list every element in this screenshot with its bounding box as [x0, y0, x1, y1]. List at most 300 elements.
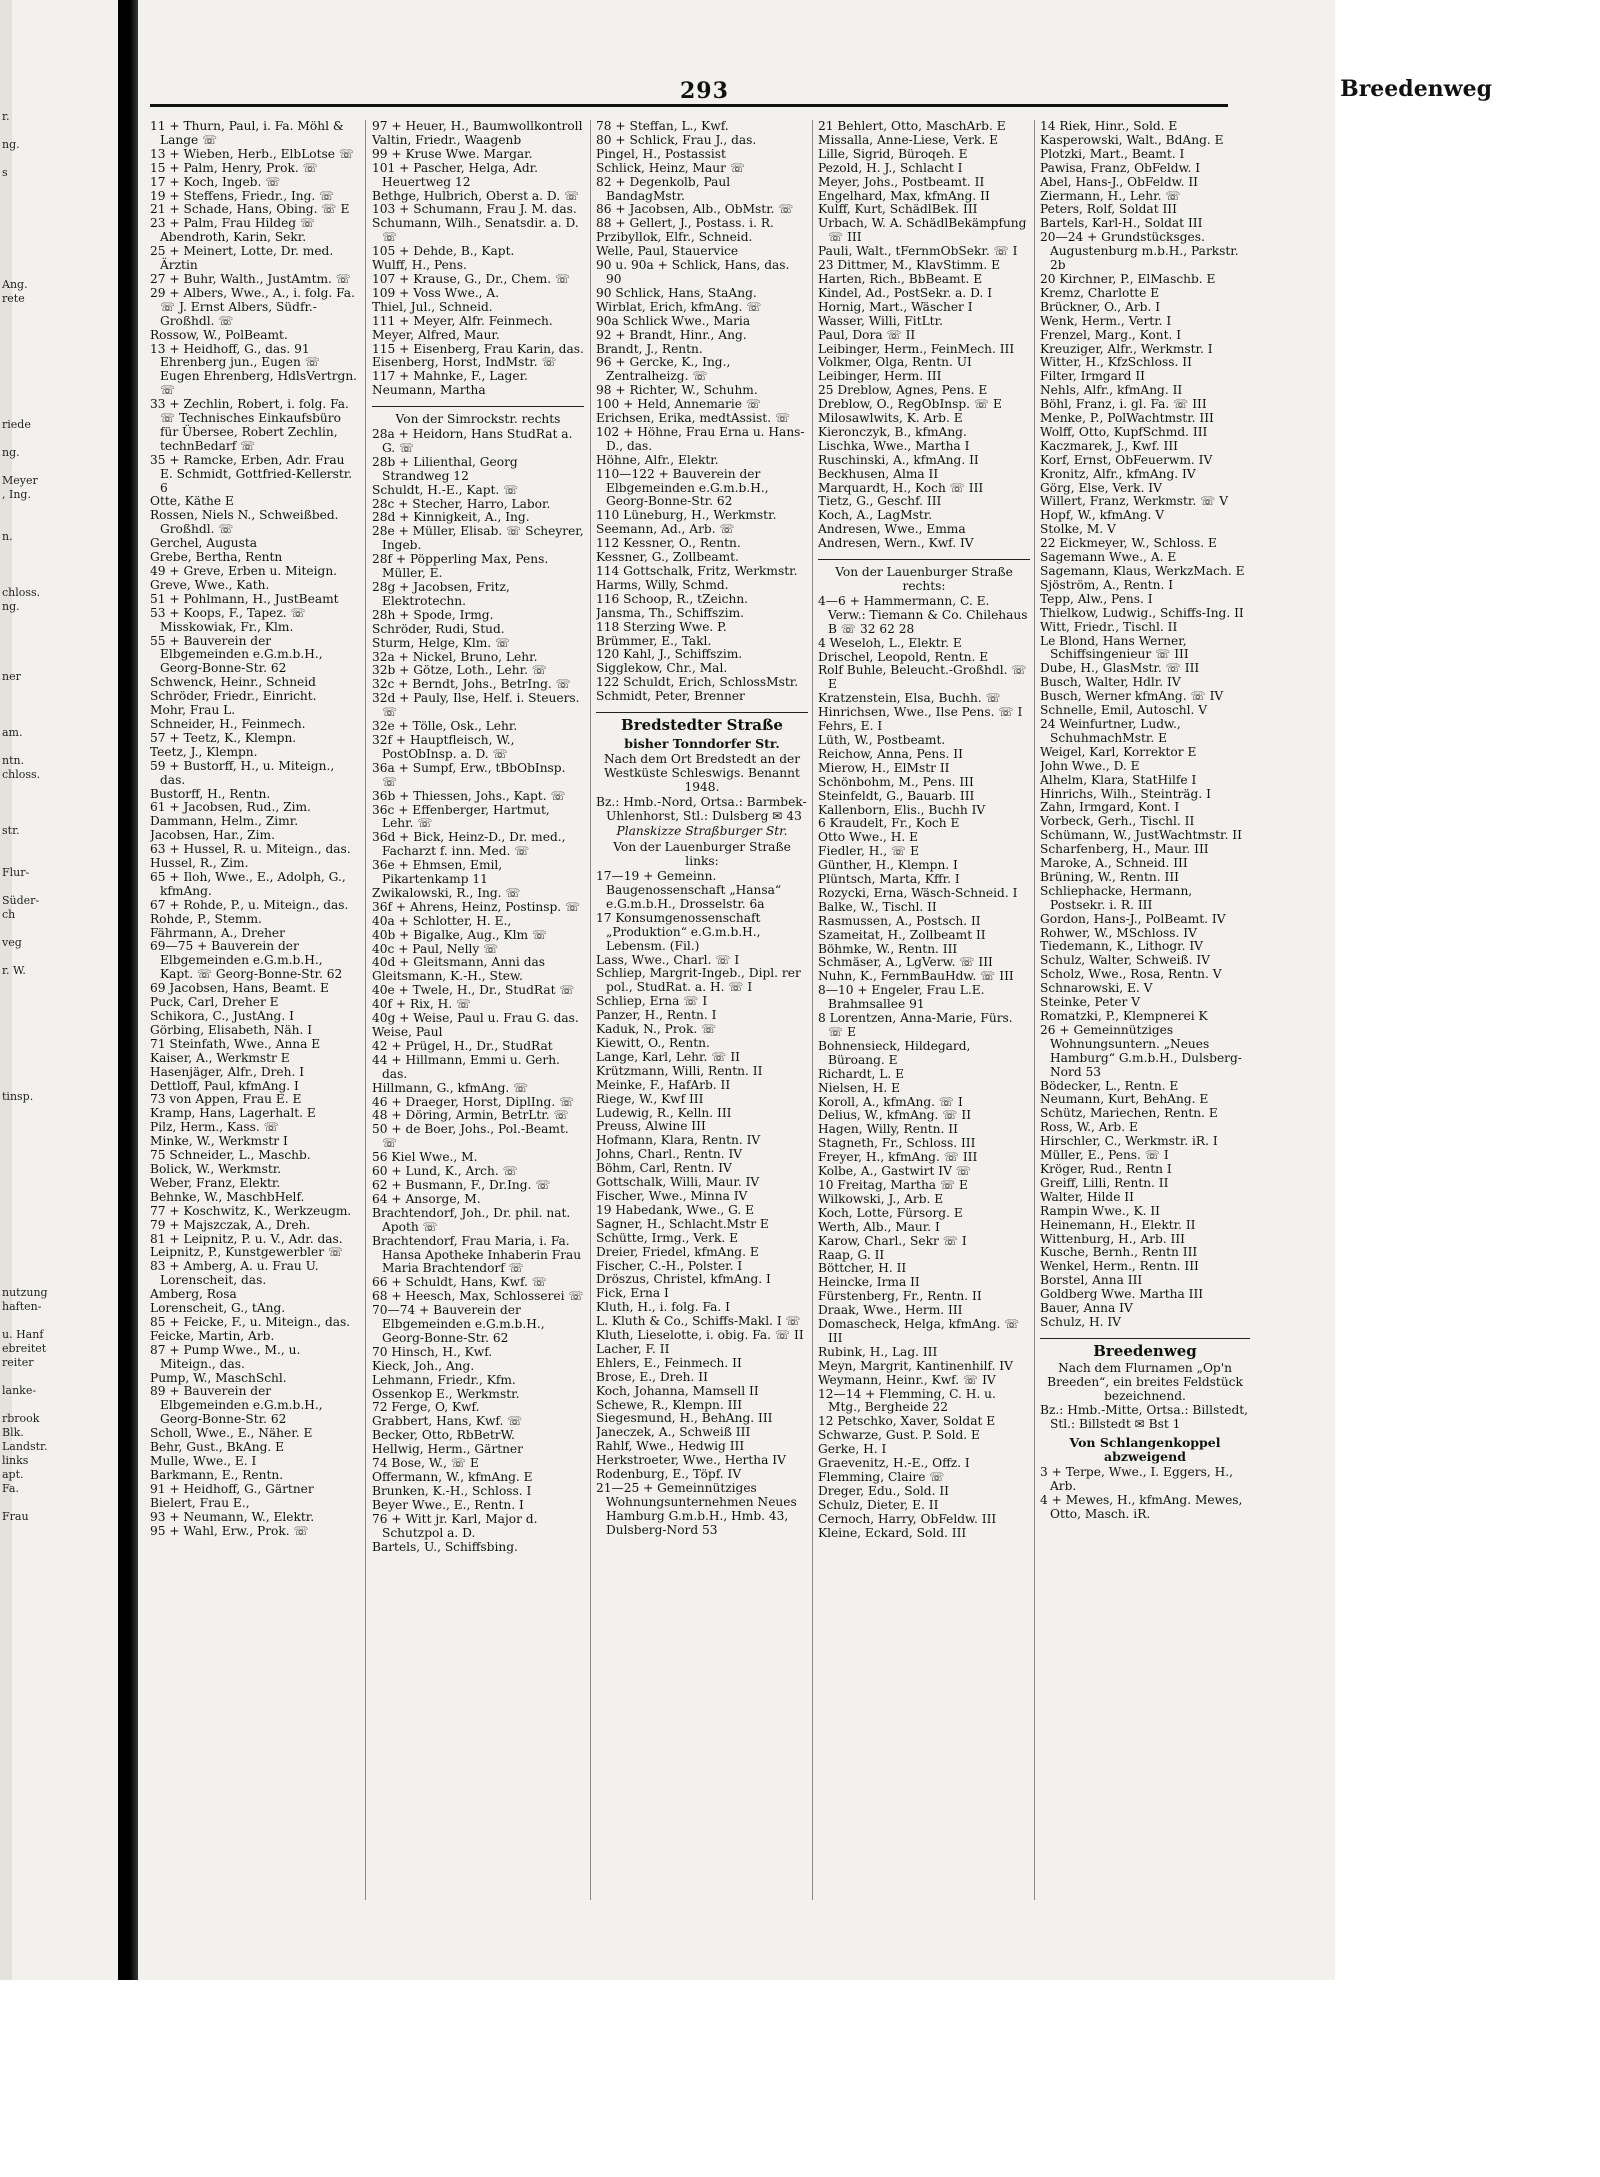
directory-entry: 28e + Müller, Elisab. ☏ Scheyrer, Ingeb. [372, 524, 584, 553]
directory-entry: Lille, Sigrid, Büroqeh. E [818, 146, 968, 161]
directory-entry: 83 + Amberg, A. u. Frau U. Lorenscheit, das. [150, 1259, 319, 1288]
directory-entry: Panzer, H., Rentn. I [596, 1008, 717, 1023]
directory-entry: Draak, Wwe., Herm. III [818, 1303, 963, 1318]
directory-entry: Werth, Alb., Maur. I [818, 1219, 940, 1234]
directory-entry: Karow, Charl., Sekr ☏ I [818, 1233, 967, 1248]
directory-entry: Fürstenberg, Fr., Rentn. II [818, 1289, 982, 1304]
directory-entry: 15 + Palm, Henry, Prok. ☏ [150, 160, 318, 175]
directory-entry: 111 + Meyer, Alfr. Feinmech. [372, 313, 553, 328]
directory-entry: 42 + Prügel, H., Dr., StudRat [372, 1038, 553, 1053]
directory-entry: Plüntsch, Marta, Kffr. I [818, 872, 960, 887]
directory-entry: Pump, W., MaschSchl. [150, 1370, 287, 1385]
directory-entry: Rohde, P., Stemm. [150, 911, 262, 926]
directory-entry: Schuldt, H.-E., Kapt. ☏ [372, 482, 519, 497]
binding-gutter [118, 0, 138, 1980]
directory-entry: 28f + Pöpperling Max, Pens. Müller, E. [372, 552, 549, 581]
directory-entry: Maroke, A., Schneid. III [1040, 856, 1188, 871]
directory-entry: Kallenborn, Elis., Buchh IV [818, 802, 986, 817]
fragment-line: str. [2, 824, 20, 837]
directory-entry: 10 Freitag, Martha ☏ E [818, 1177, 968, 1192]
directory-entry: 32a + Nickel, Bruno, Lehr. [372, 649, 538, 664]
directory-entry: 49 + Greve, Erben u. Miteign. [150, 564, 338, 578]
fragment-line [2, 1230, 114, 1244]
fragment-line: nutzung [2, 1286, 48, 1299]
directory-entry: Otto Wwe., H. E [818, 830, 919, 845]
directory-entry: Busch, Werner kfmAng. ☏ IV [1040, 689, 1224, 704]
directory-entry: 112 Kessner, O., Rentn. [596, 536, 741, 551]
directory-entry: Rossow, W., PolBeamt. [150, 327, 288, 342]
fragment-line [2, 838, 114, 852]
fragment-line [2, 992, 114, 1006]
directory-entry: Dettloff, Paul, kfmAng. I [150, 1078, 299, 1093]
directory-entry: Görg, Else, Verk. IV [1040, 480, 1162, 495]
street-heading: Bredstedter Straße [621, 716, 783, 735]
fragment-line: ng. [2, 600, 20, 613]
directory-entry: 17 Konsumgenossenschaft „Produktion“ e.G.m.b.H., Lebensm. (Fil.) [596, 910, 761, 953]
fragment-line [2, 320, 114, 334]
fragment-line [2, 306, 114, 320]
directory-entry: Grabbert, Hans, Kwf. ☏ [372, 1414, 523, 1429]
directory-entry: Abel, Hans-J., ObFeldw. II [1040, 174, 1198, 189]
directory-entry: Pawisa, Franz, ObFeldw. I [1040, 160, 1201, 175]
directory-entry: Meyer, Alfred, Maur. [372, 327, 500, 342]
directory-entry: Schümann, W., JustWachtmstr. II [1040, 828, 1242, 843]
fragment-line: s [2, 166, 8, 179]
directory-entry: 98 + Richter, W., Schuhm. [596, 383, 758, 398]
directory-entry: Ruschinski, A., kfmAng. II [818, 452, 979, 467]
directory-entry: Greve, Wwe., Kath. [150, 577, 270, 592]
directory-entry: 103 + Schumann, Frau J. M. das. [372, 202, 577, 217]
directory-entry: Kessner, G., Zollbeamt. [596, 550, 739, 565]
directory-entry: Wenk, Herm., Vertr. I [1040, 313, 1172, 328]
directory-entry: 70—74 + Bauverein der Elbgemeinden e.G.m.b.H., Georg-Bonne-Str. 62 [372, 1303, 545, 1345]
directory-entry: Schmäser, A., LgVerw. ☏ III [818, 955, 993, 970]
directory-entry: Leibinger, Herm. III [818, 369, 942, 384]
directory-entry: 23 Dittmer, M., KlavStimm. E [818, 258, 1001, 273]
directory-entry: 13 + Wieben, Herb., ElbLotse ☏ [150, 146, 355, 161]
directory-entry: Mulle, Wwe., E. I [150, 1454, 257, 1468]
directory-entry: 73 von Appen, Frau E. E [150, 1092, 302, 1107]
directory-entry: 12—14 + Flemming, C. H. u. Mtg., Bergheide 22 [818, 1386, 996, 1415]
directory-entry: Kusche, Bernh., Rentn III [1040, 1245, 1198, 1260]
directory-entry: Kremz, Charlotte E [1040, 285, 1160, 300]
directory-entry: Schliep, Margrit-Ingeb., Dipl. rer pol., StudRat. a. H. ☏ I [596, 966, 801, 995]
directory-entry: 97 + Heuer, H., Baumwollkontroll [372, 120, 583, 133]
fragment-line: ng. [2, 138, 20, 151]
fragment-line [2, 740, 114, 754]
directory-entry: 89 + Bauverein der Elbgemeinden e.G.m.b.H., Georg-Bonne-Str. 62 [150, 1384, 323, 1427]
directory-entry: 28d + Kinnigkeit, A., Ing. [372, 510, 530, 525]
fragment-line: r. W. [2, 964, 26, 977]
directory-entry: Fiedler, H., ☏ E [818, 844, 919, 859]
directory-entry: 48 + Döring, Armin, BetrLtr. ☏ [372, 1108, 569, 1123]
directory-entry: Böhm, Carl, Rentn. IV [596, 1161, 732, 1176]
plan-reference: Planskizze Straßburger Str. [616, 824, 788, 839]
fragment-line: tinsp. [2, 1090, 34, 1103]
directory-entry: Steinfeldt, G., Bauarb. III [818, 788, 975, 803]
directory-entry: Offermann, W., kfmAng. E [372, 1470, 533, 1484]
directory-entry: Lass, Wwe., Charl. ☏ I [596, 952, 740, 967]
directory-entry: Gordon, Hans-J., PolBeamt. IV [1040, 911, 1226, 926]
directory-entry: 61 + Jacobsen, Rud., Zim. [150, 800, 311, 815]
directory-entry: Stagneth, Fr., Schloss. III [818, 1136, 976, 1151]
directory-entry: Siegesmund, H., BehAng. III [596, 1411, 773, 1426]
directory-entry: 86 + Jacobsen, Alb., ObMstr. ☏ [596, 202, 794, 217]
directory-entry: 88 + Gellert, J., Postass. i. R. [596, 216, 774, 231]
directory-entry: 74 Bose, W., ☏ E [372, 1456, 479, 1471]
directory-entry: Behr, Gust., BkAng. E [150, 1440, 285, 1455]
directory-entry: 51 + Pohlmann, H., JustBeamt [150, 591, 339, 606]
directory-entry: Schwarze, Gust. P. Sold. E [818, 1428, 980, 1443]
directory-entry: 76 + Witt jr. Karl, Major d. Schutzpol a. D. [372, 1511, 538, 1540]
directory-entry: Walter, Hilde II [1040, 1189, 1134, 1204]
column-2 [372, 120, 584, 1920]
directory-entry: Hagen, Willy, Rentn. II [818, 1122, 958, 1137]
directory-entry: 65 + Iloh, Wwe., E., Adolph, G., kfmAng. [150, 869, 346, 898]
directory-entry: 122 Schuldt, Erich, SchlossMstr. [596, 675, 799, 690]
fragment-line: rete [2, 292, 25, 305]
directory-entry: Leipnitz, P., Kunstgewerbler ☏ [150, 1245, 344, 1260]
fragment-line [2, 236, 114, 250]
directory-entry: 63 + Hussel, R. u. Miteign., das. [150, 842, 351, 857]
directory-entry: 40f + Rix, H. ☏ [372, 997, 472, 1012]
directory-entry: 118 Sterzing Wwe. P. [596, 619, 727, 634]
directory-entry: Rolf Buhle, Beleucht.-Großhdl. ☏ E [818, 663, 1027, 692]
fragment-line [2, 782, 114, 796]
directory-entry: 77 + Koschwitz, K., Werkzeugm. [150, 1203, 352, 1218]
fragment-line: ntn. [2, 754, 25, 767]
directory-entry: Graevenitz, H.-E., Offz. I [818, 1456, 970, 1471]
directory-entry: Otte, Käthe E [150, 494, 234, 509]
directory-entry: Kramp, Hans, Lagerhalt. E [150, 1106, 316, 1121]
directory-entry: 27 + Buhr, Walth., JustAmtm. ☏ [150, 271, 352, 286]
fragment-line: Fa. [2, 1482, 19, 1495]
directory-entry: 21 Behlert, Otto, MaschArb. E [818, 120, 1006, 133]
directory-entry: Pilz, Herm., Kass. ☏ [150, 1120, 279, 1135]
directory-entry: Volkmer, Olga, Rentn. UI [818, 355, 972, 370]
directory-entry: 23 + Palm, Frau Hildeg ☏ Abendroth, Karin, Sekr. [150, 216, 316, 245]
directory-entry: 64 + Ansorge, M. [372, 1191, 481, 1206]
directory-entry: Urbach, W. A. SchädlBekämpfung ☏ III [818, 216, 1027, 245]
directory-entry: Peters, Rolf, Soldat III [1040, 202, 1177, 217]
directory-entry: Korf, Ernst, ObFeuerwm. IV [1040, 452, 1213, 467]
directory-entry: Zwikalowski, R., Ing. ☏ [372, 885, 521, 900]
directory-entry: 120 Kahl, J., Schiffszim. [596, 647, 743, 662]
section-rule [1040, 1338, 1250, 1339]
directory-entry: Heinemann, H., Elektr. II [1040, 1217, 1196, 1232]
directory-entry: Kluth, H., i. folg. Fa. I [596, 1300, 730, 1315]
directory-entry: 109 + Voss Wwe., A. [372, 285, 500, 300]
fragment-line [2, 1118, 114, 1132]
fragment-line [2, 404, 114, 418]
column-5 [1040, 120, 1250, 1920]
fragment-line [2, 362, 114, 376]
fragment-line [2, 950, 114, 964]
directory-entry: Lorenscheit, G., tAng. [150, 1301, 286, 1316]
directory-entry: Bohnensieck, Hildegard, Büroang. E [818, 1038, 971, 1067]
directory-entry: Preuss, Alwine III [596, 1119, 706, 1134]
directory-entry: Engelhard, Max, kfmAng. II [818, 188, 990, 203]
directory-entry: Reichow, Anna, Pens. II [818, 746, 963, 761]
directory-entry: Koroll, A., kfmAng. ☏ I [818, 1094, 963, 1109]
directory-entry: Schönbohm, M., Pens. III [818, 774, 974, 789]
directory-entry: Stolke, M. V [1040, 522, 1116, 537]
directory-entry: Fick, Erna I [596, 1286, 669, 1301]
directory-entry: 75 Schneider, L., Maschb. [150, 1148, 311, 1163]
directory-entry: Willert, Franz, Werkmstr. ☏ V [1040, 494, 1229, 509]
directory-entry: 93 + Neumann, W., Elektr. [150, 1509, 315, 1524]
fragment-line: Flur- [2, 866, 30, 879]
column-4 [818, 120, 1030, 1920]
directory-entry: 28h + Spode, Irmg. [372, 607, 494, 622]
directory-entry: 69—75 + Bauverein der Elbgemeinden e.G.m.b.H., Kapt. ☏ Georg-Bonne-Str. 62 [150, 939, 343, 982]
directory-entry: 12 Petschko, Xaver, Soldat E [818, 1414, 996, 1429]
directory-entry: Brachtendorf, Frau Maria, i. Fa. Hansa Apotheke Inhaberin Frau Maria Brachtendorf ☏ [372, 1233, 582, 1276]
directory-entry: Kindel, Ad., PostSekr. a. D. I [818, 285, 993, 300]
directory-entry: Höhne, Alfr., Elektr. [596, 452, 719, 467]
fragment-line: ner [2, 670, 21, 683]
fragment-line: lanke- [2, 1384, 37, 1397]
directory-entry: Schröder, Rudi, Stud. [372, 621, 505, 636]
directory-entry: 115 + Eisenberg, Frau Karin, das. [372, 341, 584, 356]
fragment-line [2, 628, 114, 642]
directory-entry: 107 + Krause, G., Dr., Chem. ☏ [372, 271, 571, 286]
directory-entry: Schneider, H., Feinmech. [150, 716, 306, 731]
directory-entry: Andresen, Wern., Kwf. IV [818, 536, 974, 551]
fragment-line [2, 1062, 114, 1076]
directory-entry: 25 Dreblow, Agnes, Pens. E [818, 383, 988, 398]
directory-entry: Dreier, Friedel, kfmAng. E [596, 1244, 759, 1259]
directory-entry: Koch, Johanna, Mamsell II [596, 1383, 759, 1398]
directory-entry: 117 + Mahnke, F., Lager. [372, 369, 528, 384]
directory-entry: 50 + de Boer, Johs., Pol.-Beamt. ☏ [372, 1122, 569, 1151]
directory-entry: Rasmussen, A., Postsch. II [818, 913, 981, 928]
directory-entry: Rossen, Niels N., Schweißbed. Großhdl. ☏ [150, 508, 339, 537]
directory-entry: Brümmer, E., Takl. [596, 633, 712, 648]
directory-entry: 79 + Majszczak, A., Dreh. [150, 1217, 311, 1232]
directory-entry: Grebe, Bertha, Rentn [150, 550, 283, 565]
directory-entry: 100 + Held, Annemarie ☏ [596, 397, 762, 412]
fragment-line [2, 880, 114, 894]
fragment-line [2, 1398, 114, 1412]
directory-entry: Harms, Willy, Schmd. [596, 577, 729, 592]
directory-entry: Bz.: Hmb.-Nord, Ortsa.: Barmbek-Uhlenhorst, Stl.: Dulsberg ✉ 43 [596, 794, 807, 823]
directory-entry: Nuhn, K., FernmBauHdw. ☏ III [818, 969, 1014, 984]
directory-entry: 56 Kiel Wwe., M. [372, 1150, 478, 1165]
directory-entry: Meyn, Margrit, Kantinenhilf. IV [818, 1358, 1013, 1373]
directory-entry: 3 + Terpe, Wwe., I. Eggers, H., Arb. [1040, 1465, 1233, 1493]
section-rule [818, 559, 1030, 560]
page-number: 293 [680, 78, 729, 104]
directory-entry: Weigel, Karl, Korrektor E [1040, 744, 1197, 759]
directory-entry: Wirblat, Erich, kfmAng. ☏ [596, 299, 762, 314]
fragment-line [2, 250, 114, 264]
directory-entry: Zahn, Irmgard, Kont. I [1040, 800, 1180, 815]
directory-entry: Johns, Charl., Rentn. IV [596, 1147, 743, 1162]
directory-entry: Milosawlwits, K. Arb. E [818, 411, 963, 426]
directory-entry: Bustorff, H., Rentn. [150, 786, 271, 801]
directory-entry: Schütz, Mariechen, Rentn. E [1040, 1106, 1218, 1121]
column-divider [590, 120, 591, 1900]
directory-entry: L. Kluth & Co., Schiffs-Makl. I ☏ [596, 1314, 801, 1329]
column-3 [596, 120, 808, 1920]
directory-entry: Vorbeck, Gerh., Tischl. II [1040, 814, 1195, 829]
directory-entry: Fischer, C.-H., Polster. I [596, 1258, 743, 1273]
directory-entry: Böhl, Franz, i. gl. Fa. ☏ III [1040, 397, 1207, 412]
directory-entry: 57 + Teetz, K., Klempn. [150, 730, 297, 745]
directory-entry: 28b + Lilienthal, Georg Strandweg 12 [372, 454, 518, 483]
directory-entry: Koch, A., LagMstr. [818, 508, 933, 523]
directory-entry: Bz.: Hmb.-Mitte, Ortsa.: Billstedt, Stl.: Billstedt ✉ Bst 1 [1040, 1403, 1249, 1432]
directory-entry: Barkmann, E., Rentn. [150, 1467, 284, 1482]
directory-entry: Dammann, Helm., Zimr. [150, 814, 299, 829]
fragment-line [2, 1202, 114, 1216]
fragment-line [2, 1132, 114, 1146]
fragment-line: Landstr. [2, 1440, 48, 1453]
directory-entry: 101 + Pascher, Helga, Adr. Heuertweg 12 [372, 160, 539, 189]
directory-entry: 32f + Hauptfleisch, W., PostObInsp. a. D. ☏ [372, 732, 515, 761]
directory-entry: Nehls, Alfr., kfmAng. II [1040, 383, 1183, 398]
fragment-line [2, 1034, 114, 1048]
street-note: Von der Lauenburger Straße rechts: [835, 565, 1013, 593]
street-heading: Breedenweg [1093, 1341, 1197, 1360]
directory-entry: Sturm, Helge, Klm. ☏ [372, 635, 511, 650]
fragment-line [2, 712, 114, 726]
directory-entry: Behnke, W., MaschbHelf. [150, 1189, 305, 1204]
directory-entry: 92 + Brandt, Hinr., Ang. [596, 327, 747, 342]
fragment-line: Meyer [2, 474, 38, 487]
directory-entry: 44 + Hillmann, Emmi u. Gerh. das. [372, 1052, 560, 1081]
directory-entry: Pingel, H., Postassist [596, 146, 726, 161]
directory-entry: Brose, E., Dreh. II [596, 1369, 708, 1384]
directory-entry: Riege, W., Kwf III [596, 1091, 704, 1106]
directory-entry: 32e + Tölle, Osk., Lehr. [372, 719, 518, 734]
street-note: Von der Simrockstr. rechts [395, 412, 561, 427]
directory-entry: Hopf, W., kfmAng. V [1040, 508, 1165, 523]
directory-entry: 21—25 + Gemeinnütziges Wohnungsunternehmen Neues Hamburg G.m.b.H., Hmb. 43, Dulsberg-Nord 53 [596, 1481, 797, 1537]
fragment-line [2, 376, 114, 390]
directory-entry: Minke, W., Werkmstr I [150, 1134, 288, 1149]
directory-entry: Flemming, Claire ☏ [818, 1470, 945, 1484]
directory-entry: Welle, Paul, Stauervice [596, 244, 739, 259]
directory-entry: Harten, Rich., BbBeamt. E [818, 271, 983, 286]
fragment-line [2, 502, 114, 516]
directory-entry: Schwenck, Heinr., Schneid [150, 675, 316, 690]
directory-entry: Alhelm, Klara, StatHilfe I [1040, 772, 1197, 787]
directory-entry: Schewe, R., Klempn. III [596, 1397, 743, 1412]
directory-entry: Dreblow, O., RegObInsp. ☏ E [818, 397, 1002, 412]
directory-entry: 69 Jacobsen, Hans, Beamt. E [150, 981, 329, 996]
directory-entry: 60 + Lund, K., Arch. ☏ [372, 1164, 518, 1179]
directory-entry: 13 + Heidhoff, G., das. 91 Ehrenberg jun., Eugen ☏ Eugen Ehrenberg, HdlsVertrgn. ☏ [150, 341, 358, 398]
directory-entry: 36b + Thiessen, Johs., Kapt. ☏ [372, 788, 566, 803]
fragment-line [2, 614, 114, 628]
directory-entry: Günther, H., Klempn. I [818, 858, 958, 873]
fragment-line: u. Hanf [2, 1328, 44, 1341]
directory-entry: 36f + Ahrens, Heinz, Postinsp. ☏ [372, 899, 581, 914]
directory-entry: John Wwe., D. E [1040, 758, 1140, 773]
directory-entry: Dreger, Edu., Sold. II [818, 1483, 949, 1498]
fragment-line [2, 124, 114, 138]
fragment-line: chloss. [2, 768, 41, 781]
directory-entry: 59 + Bustorff, H., u. Miteign., das. [150, 758, 335, 787]
directory-entry: Wasser, Willi, FitLtr. [818, 313, 943, 328]
directory-entry: Becker, Otto, RbBetrW. [372, 1428, 515, 1443]
fragment-line [2, 698, 114, 712]
directory-entry: 105 + Dehde, B., Kapt. [372, 244, 515, 259]
previous-page-fragment [2, 110, 114, 1870]
directory-entry: Goldberg Wwe. Martha III [1040, 1287, 1204, 1302]
directory-entry: Fährmann, A., Dreher [150, 925, 285, 940]
directory-entry: Tiedemann, K., Lithogr. IV [1040, 939, 1203, 954]
fragment-line: ebreitet [2, 1342, 47, 1355]
directory-entry: 40c + Paul, Nelly ☏ [372, 941, 499, 956]
directory-entry: 71 Steinfath, Wwe., Anna E [150, 1036, 321, 1051]
directory-entry: 17 + Koch, Ingeb. ☏ [150, 174, 281, 189]
directory-entry: Hussel, R., Zim. [150, 856, 249, 871]
directory-entry: 82 + Degenkolb, Paul BandagMstr. [596, 174, 731, 203]
directory-entry: 40g + Weise, Paul u. Frau G. das. [372, 1011, 579, 1026]
directory-entry: 40b + Bigalke, Aug., Klm ☏ [372, 927, 548, 942]
directory-entry: 4 Weseloh, L., Elektr. E [818, 635, 962, 650]
fragment-line [2, 1496, 114, 1510]
directory-entry: Kaduk, N., Prok. ☏ [596, 1022, 717, 1037]
directory-entry: Rozycki, Erna, Wäsch-Schneid. I [818, 885, 1018, 900]
directory-entry: Raap, G. II [818, 1247, 885, 1262]
directory-entry: Heincke, Irma II [818, 1275, 920, 1290]
directory-entry: Bartels, U., Schiffsbing. [372, 1539, 518, 1554]
directory-entry: Witter, H., KfzSchloss. II [1040, 355, 1192, 370]
directory-entry: Marquardt, H., Koch ☏ III [818, 480, 984, 495]
directory-entry: Brachtendorf, Joh., Dr. phil. nat. Apoth ☏ [372, 1205, 571, 1234]
fragment-line [2, 1188, 114, 1202]
directory-entry: 21 + Schade, Hans, Obing. ☏ E [150, 202, 350, 217]
directory-entry: Rubink, H., Lag. III [818, 1344, 938, 1359]
directory-entry: Amberg, Rosa [150, 1287, 237, 1302]
fragment-line: apt. [2, 1468, 24, 1481]
directory-entry: 17—19 + Gemeinn. Baugenossenschaft „Hansa“ e.G.m.b.H., Drosselstr. 6a [596, 869, 782, 911]
fragment-line: chloss. [2, 586, 41, 599]
directory-entry: Delius, W., kfmAng. ☏ II [818, 1108, 972, 1123]
directory-entry: Thiel, Jul., Schneid. [372, 299, 493, 314]
directory-entry: Ross, W., Arb. E [1040, 1120, 1138, 1135]
fragment-line: ng. [2, 446, 20, 459]
directory-entry: Rodenburg, E., Töpf. IV [596, 1467, 742, 1482]
directory-entry: Neumann, Kurt, BehAng. E [1040, 1092, 1209, 1107]
directory-entry: 53 + Koops, F., Tapez. ☏ Misskowiak, Fr., Klm. [150, 605, 306, 634]
directory-entry: Scholz, Wwe., Rosa, Rentn. V [1040, 967, 1222, 982]
directory-entry: Kleine, Eckard, Sold. III [818, 1525, 967, 1540]
directory-entry: Lacher, F. II [596, 1341, 670, 1356]
directory-entry: Wulff, H., Pens. [372, 258, 467, 273]
fragment-line [2, 558, 114, 572]
directory-entry: Sjöström, A., Rentn. I [1040, 577, 1174, 592]
directory-entry: 28a + Heidorn, Hans StudRat a. G. ☏ [372, 427, 573, 455]
blank-margin [1335, 0, 1600, 2177]
directory-entry: Sagner, H., Schlacht.Mstr E [596, 1216, 769, 1231]
directory-entry: Witt, Friedr., Tischl. II [1040, 619, 1178, 634]
directory-entry: Kluth, Lieselotte, i. obig. Fa. ☏ II [596, 1328, 804, 1343]
directory-entry: Andresen, Wwe., Emma [818, 522, 966, 537]
directory-entry: Neumann, Martha [372, 383, 486, 398]
fragment-line [2, 572, 114, 586]
directory-entry: Herkstroeter, Wwe., Hertha IV [596, 1453, 786, 1468]
directory-entry: Pezold, H. J., Schlacht I [818, 160, 963, 175]
fragment-line [2, 1244, 114, 1258]
directory-entry: Schulz, H. IV [1040, 1314, 1121, 1329]
fragment-line: , Ing. [2, 488, 31, 501]
directory-entry: Kolbe, A., Gastwirt IV ☏ [818, 1164, 972, 1179]
